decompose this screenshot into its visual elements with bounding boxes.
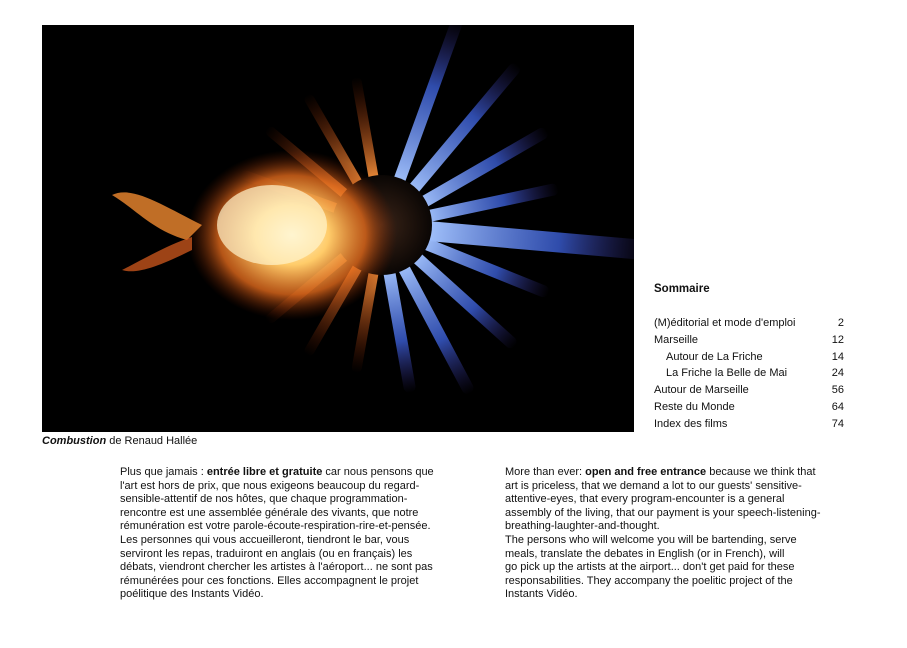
text-line: breathing-laughter-and-thought. [505, 520, 660, 533]
toc-item[interactable] [654, 332, 844, 349]
text-line: rencontre est une assemblée générale des vivants, que notre [120, 506, 419, 519]
text-line: Instants Vidéo. [505, 588, 578, 601]
toc-item-label: Index des films [654, 417, 728, 430]
emphasis-text: entrée libre et gratuite [206, 466, 323, 478]
toc-item-label: Reste du Monde [654, 400, 735, 413]
toc-item-page: 74 [831, 417, 844, 430]
text-line: responsabilities. They accompany the poelitic project of the [505, 574, 793, 587]
toc-item[interactable] [654, 399, 844, 416]
toc-item-label: Marseille [654, 333, 699, 346]
text-line: rémunérées pour ces fonctions. Elles accompagnent le projet [120, 574, 419, 587]
toc-subitem[interactable] [654, 365, 844, 382]
caption-title: Combustion [42, 435, 107, 447]
text-line: The persons who will welcome you will be bartending, serve [505, 533, 797, 546]
caption-credit: de Renaud Hallée [106, 435, 198, 447]
toc-item-page: 24 [831, 367, 844, 380]
toc-item-page: 56 [831, 384, 844, 397]
text-line: Les personnes qui vous accueilleront, tiendront le bar, vous [120, 533, 410, 546]
text-line: l'art est hors de prix, que nous exigeons beaucoup du regard- [120, 479, 420, 492]
emphasis-text: open and free entrance [585, 466, 707, 478]
combustion-photo [42, 25, 634, 432]
toc-item[interactable] [654, 382, 844, 399]
toc-item-label: La Friche la Belle de Mai [666, 367, 788, 380]
toc-item-page: 14 [831, 350, 844, 363]
flame-illustration [42, 25, 634, 432]
text-line: art is priceless, that we demand a lot to our guests' sensitive- [505, 479, 802, 492]
text-line: rémunération est votre parole-écoute-respiration-rire-et-pensée. [120, 520, 431, 533]
toc-subitem[interactable] [654, 349, 844, 366]
toc-item[interactable] [654, 416, 844, 433]
table-of-contents [654, 283, 844, 433]
text-line [120, 466, 460, 480]
french-text-column [120, 466, 460, 602]
text-line [505, 466, 845, 480]
toc-item-label: Autour de Marseille [654, 384, 749, 397]
text-line: serviront les repas, traduiront en anglais (ou en français) les [120, 547, 413, 560]
text-line: meals, translate the debates in English (or in French), will [505, 547, 785, 560]
toc-heading: Sommaire [654, 283, 710, 295]
toc-item-label: (M)éditorial et mode d'emploi [654, 317, 796, 329]
line-rest: car nous pensons que [322, 466, 434, 478]
toc-item[interactable] [654, 315, 844, 332]
text-line: assembly of the living, that our payment is your speech-listening- [505, 506, 821, 519]
intro-text: Plus que jamais : [120, 466, 207, 478]
toc-item-page: 64 [831, 400, 844, 413]
text-line: go pick up the artists at the airport... don't get paid for these [505, 561, 795, 574]
text-line: sensible-attentif de nos hôtes, que chaque programmation- [120, 493, 408, 506]
text-line: débats, viendront chercher les artistes à l'aéroport... ne sont pas [120, 561, 433, 574]
text-line: poélitique des Instants Vidéo. [120, 588, 264, 601]
line-rest: because we think that [706, 466, 816, 478]
toc-item-page: 2 [837, 317, 844, 329]
toc-item-label: Autour de La Friche [666, 350, 763, 363]
photo-caption [42, 435, 197, 448]
intro-text: More than ever: [505, 466, 586, 478]
english-text-column [505, 466, 845, 602]
text-line: attentive-eyes, that every program-encounter is a general [505, 493, 785, 506]
toc-item-page: 12 [831, 333, 844, 346]
